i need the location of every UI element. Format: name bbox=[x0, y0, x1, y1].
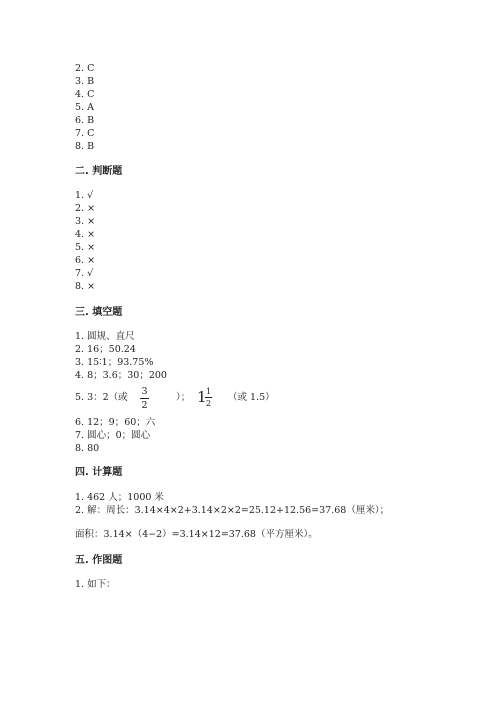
fraction-three-halves bbox=[140, 386, 149, 411]
drawing-answer: 1. 如下： bbox=[75, 579, 116, 590]
fraction-bar bbox=[205, 397, 212, 398]
choice-answer-6: 6. B bbox=[75, 115, 95, 126]
fill-blank-answer: 7. 圆心；0；圆心 bbox=[75, 430, 151, 441]
fill-blank-answer: 1. 圆规、直尺 bbox=[75, 331, 135, 342]
fill-blank-answer-5-prefix: 5. 3：2（或 bbox=[75, 392, 128, 403]
section-title-judgement: 二. 判断题 bbox=[75, 166, 123, 177]
fill-blank-answer: 3. 15∶1；93.75% bbox=[75, 357, 154, 368]
choice-answer-7: 7. C bbox=[75, 128, 95, 139]
fill-blank-answer: 6. 12；9；60；六 bbox=[75, 417, 156, 428]
choice-answer-2: 2. C bbox=[75, 63, 95, 74]
judgement-answer: 2. × bbox=[75, 203, 96, 214]
fraction-denominator: 2 bbox=[205, 399, 212, 408]
fill-blank-answer: 4. 8；3.6；30；200 bbox=[75, 370, 167, 381]
fraction-numerator: 1 bbox=[205, 387, 212, 396]
section-title-fill-blank: 三. 填空题 bbox=[75, 307, 123, 318]
calculation-answer: 1. 462 人；1000 米 bbox=[75, 492, 164, 503]
choice-answer-5: 5. A bbox=[75, 102, 94, 113]
fill-blank-answer-5-suffix: （或 1.5） bbox=[228, 392, 275, 403]
choice-answer-3: 3. B bbox=[75, 76, 95, 87]
fill-blank-answer: 2. 16；50.24 bbox=[75, 344, 136, 355]
fill-blank-answer-5-middle: ）； bbox=[176, 392, 191, 403]
fraction-bar bbox=[140, 398, 149, 399]
choice-answer-4: 4. C bbox=[75, 89, 95, 100]
fill-blank-answer: 8. 80 bbox=[75, 443, 100, 454]
section-title-calculation: 四. 计算题 bbox=[75, 467, 123, 478]
calculation-answer: 2. 解：周长：3.14×4×2+3.14×2×2=25.12+12.56=37.68（厘米）； bbox=[75, 505, 390, 516]
judgement-answer: 8. × bbox=[75, 281, 96, 292]
judgement-answer: 6. × bbox=[75, 255, 96, 266]
mixed-number-whole: 1 bbox=[197, 388, 207, 406]
judgement-answer: 7. √ bbox=[75, 268, 94, 279]
judgement-answer: 4. × bbox=[75, 229, 96, 240]
section-title-drawing: 五. 作图题 bbox=[75, 555, 123, 566]
calculation-answer: 面积：3.14×（4−2）=3.14×12=37.68（平方厘米）。 bbox=[75, 529, 318, 540]
choice-answer-8: 8. B bbox=[75, 141, 95, 152]
judgement-answer: 5. × bbox=[75, 242, 96, 253]
judgement-answer: 3. × bbox=[75, 216, 96, 227]
fraction-denominator: 2 bbox=[141, 400, 148, 411]
fraction-numerator: 3 bbox=[141, 386, 148, 397]
judgement-answer: 1. √ bbox=[75, 190, 94, 201]
fraction-one-half bbox=[205, 387, 212, 408]
